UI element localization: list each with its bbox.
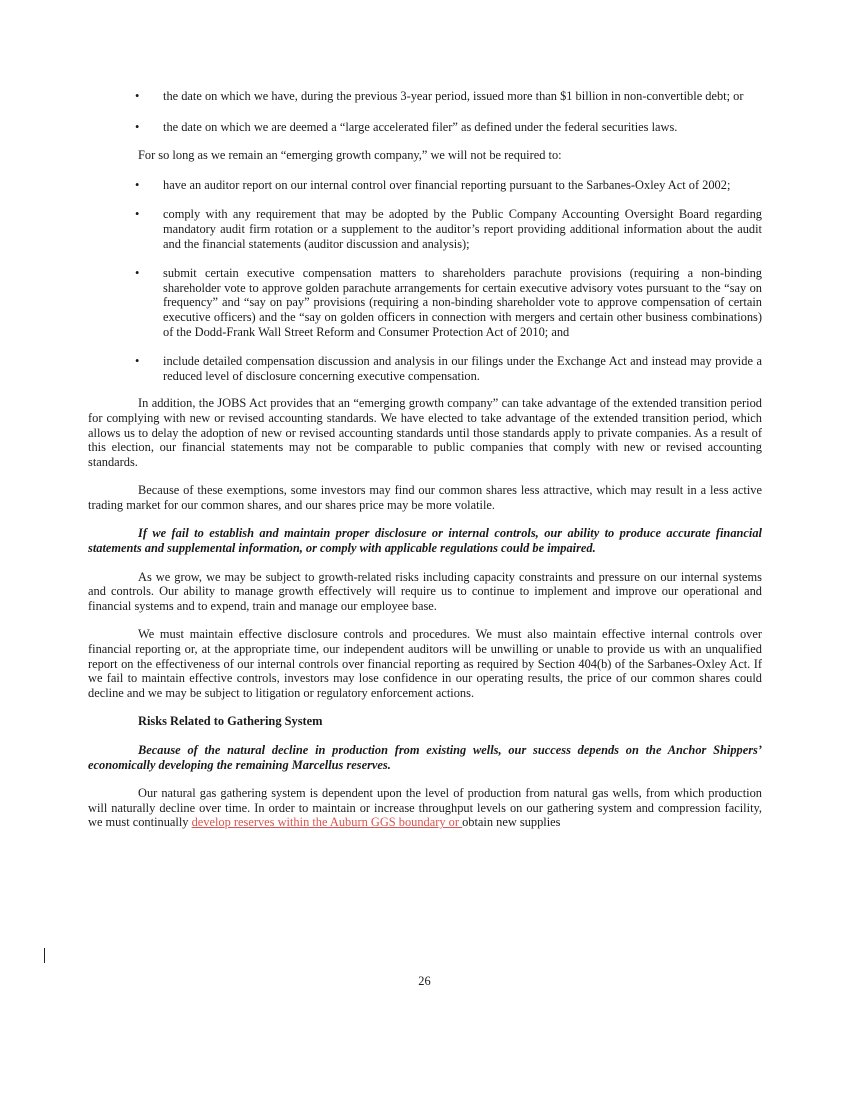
section-heading: Risks Related to Gathering System [138,714,323,729]
bullet-icon: • [135,119,140,134]
list-item [88,178,762,193]
bullet-icon: • [135,266,140,281]
bullet-text: the date on which we have, during the previous 3-year period, issued more than $1 billion in non-convertible debt; or [163,89,744,103]
exemptions-paragraph: Because of these exemptions, some investors may find our common shares less attractive, which may result in a less active trading market for our common shares, and our shares price may be more volatile. [88,483,762,512]
list-item [88,207,762,251]
list-item [88,354,762,383]
bullet-icon: • [135,354,140,369]
page-number: 26 [418,974,431,988]
bullet-icon: • [135,89,140,103]
gathering-text-after: obtain new supplies [462,815,561,830]
jobs-act-paragraph: In addition, the JOBS Act provides that an “emerging growth company” can take advantage of the extended transition period for complying with new or revised accounting standards. We have elected to take advantage of the extended transition period, which allows us to delay the adoption of new or revised accounting standards until those standards apply to private companies. As a result of this election, our financial statements may not be comparable to public companies that comply with new or revised accounting standards. [88,396,762,469]
bullet-text: submit certain executive compensation matters to shareholders parachute provisions (requiring a non-binding shareholder vote to approve golden parachute arrangements for certain executive advisory votes pursuant to the “say on frequency” and “say on pay” provisions (requiring a non-binding shareholder vote to approve compensation of certain executive officers) and the “say on golden officers in connection with mergers and certain other business combinations) of the Dodd-Frank Wall Street Reform and Consumer Protection Act of 2010; and [163,266,762,339]
list-item [88,120,762,135]
growth-paragraph: As we grow, we may be subject to growth-related risks including capacity constraints and pressure on our internal systems and controls. Our ability to manage growth effectively will require us to continue to implement and improve our operational and financial systems and to expend, train and manage our employee base. [88,569,762,613]
gathering-text-before: Our natural gas gathering system is dependent upon the level of production from natural gas wells, from which production will naturally decline over time. In order to maintain or increase throughput levels on our gathering system and compression facility, we must continually [88,786,762,830]
bullet-text: have an auditor report on our internal control over financial reporting pursuant to the Sarbanes-Oxley Act of 2002; [163,177,731,192]
bullet-icon: • [135,207,140,222]
inserted-redline-text: develop reserves within the Auburn GGS boundary or [191,815,463,830]
bullet-text: comply with any requirement that may be adopted by the Public Company Accounting Oversight Board regarding mandatory audit firm rotation or a supplement to the auditor’s report providing additional information about the audit and the financial statements (auditor discussion and analysis); [163,207,762,251]
bullet-text: the date on which we are deemed a “large accelerated filer” as defined under the federal securities laws. [163,119,678,134]
revision-change-bar [44,948,45,963]
list-item [88,266,762,339]
intro-paragraph: For so long as we remain an “emerging growth company,” we will not be required to: [138,148,562,163]
document-page [88,89,762,830]
bullet-text: include detailed compensation discussion and analysis in our filings under the Exchange Act and instead may provide a reduced level of disclosure concerning executive compensation. [163,354,762,383]
bullet-icon: • [135,177,140,192]
risk-heading-decline: Because of the natural decline in production from existing wells, our success depends on the Anchor Shippers’ economically developing the remaining Marcellus reserves. [88,743,762,772]
list-item [88,89,762,104]
risk-heading-controls: If we fail to establish and maintain proper disclosure or internal controls, our ability to produce accurate financial statements and supplemental information, or comply with applicable regulations could be impaired. [88,526,762,556]
gathering-paragraph [88,786,762,830]
controls-paragraph: We must maintain effective disclosure controls and procedures. We must also maintain effective internal controls over financial reporting or, at the appropriate time, our independent auditors will be unwilling or unable to provide us with an unqualified report on the effectiveness of our internal controls over financial reporting as required by Section 404(b) of the Sarbanes-Oxley Act. If we fail to maintain effective controls, investors may lose confidence in our operating results, the price of our common shares could decline and we may be subject to litigation or regulatory enforcement actions. [88,627,762,700]
